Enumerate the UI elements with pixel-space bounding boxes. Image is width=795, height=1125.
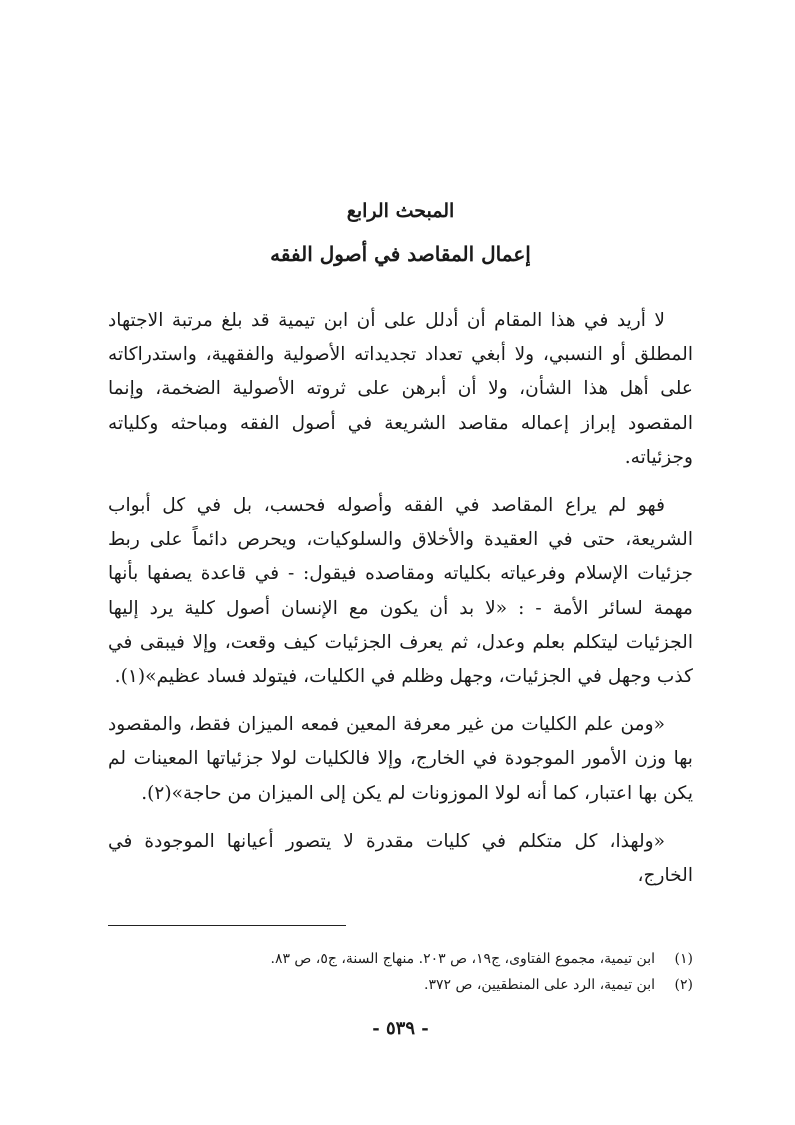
book-page [108, 0, 693, 1125]
footnote-2 [108, 972, 693, 998]
footnote-number: (١) [674, 951, 693, 967]
section-label: المبحث الرابع [346, 200, 455, 222]
paragraph-1: لا أريد في هذا المقام أن أدلل على أن ابن تيمية قد بلغ مرتبة الاجتهاد المطلق أو النسبي، ولا أبغي تعداد تجديداته الأصولية والفقهية، واستدراكاته على أهل هذا الشأن، ولا أن أبرهن على ثروته الأصولية الضخمة، وإنما المقصود إبراز إعماله مقاصد الشريعة في أصول الفقه ومباحثه وكلياته وجزئياته. [108, 310, 693, 468]
body-text [108, 304, 693, 907]
footnotes [108, 946, 693, 998]
paragraph-3: «ومن علم الكليات من غير معرفة المعين فمعه الميزان فقط، والمقصود بها وزن الأمور الموجودة في الخارج، وإلا فالكليات لولا جزئياتها المعينات لم يكن بها اعتبار، كما أنه لولا الموزونات لم يكن إلى الميزان من حاجة»(٢). [108, 714, 693, 804]
section-title: إعمال المقاصد في أصول الفقه [270, 242, 531, 266]
footnote-text: ابن تيمية، الرد على المنطقيين، ص ٣٧٢. [424, 977, 655, 993]
footnote-text: ابن تيمية، مجموع الفتاوى، ج١٩، ص ٢٠٣. منهاج السنة، ج٥، ص ٨٣. [270, 951, 655, 967]
footnote-separator [108, 925, 346, 926]
paragraph-2: فهو لم يراع المقاصد في الفقه وأصوله فحسب، بل في كل أبواب الشريعة، حتى في العقيدة والأخلاق والسلوكيات، ويحرص دائماً على ربط جزئيات الإسلام وفرعياته بكلياته ومقاصده فيقول: - في قاعدة يصفها بأنها مهمة لسائر الأمة - : «لا بد أن يكون مع الإنسان أصول كلية يرد إليها الجزئيات ليتكلم بعلم وعدل، ثم يعرف الجزئيات كيف وقعت، وإلا فيبقى في كذب وجهل في الجزئيات، وجهل وظلم في الكليات، فيتولد فساد عظيم»(١). [108, 495, 693, 688]
paragraph-4: «ولهذا، كل متكلم في كليات مقدرة لا يتصور أعيانها الموجودة في الخارج، [108, 830, 693, 887]
footnote-1 [108, 946, 693, 972]
footnote-number: (٢) [674, 977, 693, 993]
page-number: - ٥٣٩ - [372, 1018, 429, 1039]
